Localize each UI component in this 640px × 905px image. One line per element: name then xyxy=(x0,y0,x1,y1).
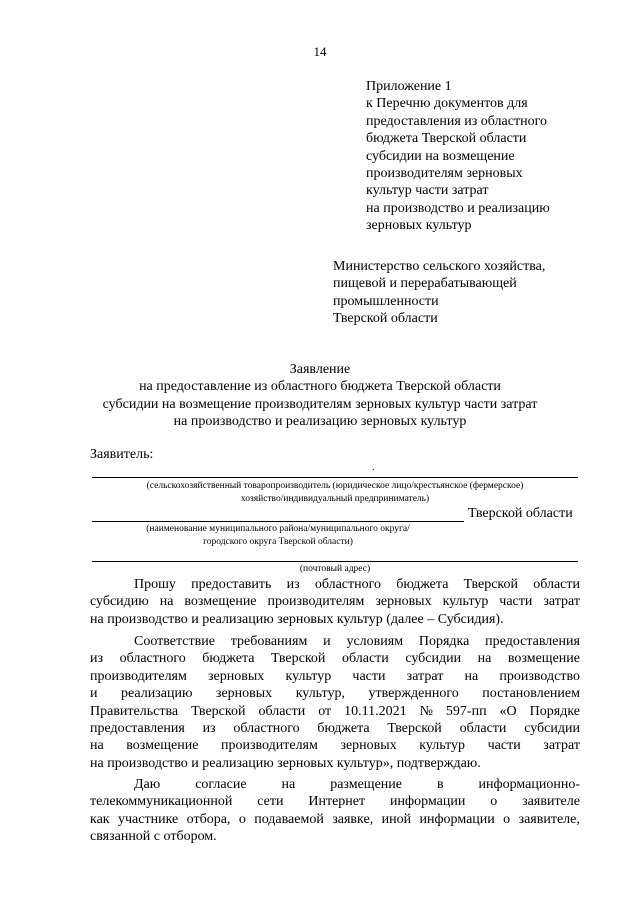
word: затрат xyxy=(543,738,580,754)
word: предоставить xyxy=(191,577,272,592)
applicant-label: Заявитель: xyxy=(90,447,154,462)
justified-line xyxy=(90,793,580,810)
word: производителям xyxy=(90,668,187,684)
word: Даю xyxy=(134,777,161,792)
justified-line xyxy=(90,720,580,737)
title-line: на предоставление из областного бюджета Тверской области xyxy=(139,379,501,395)
word: условиям xyxy=(346,634,404,649)
word: культур xyxy=(419,738,466,754)
word: подаваемой xyxy=(254,811,324,827)
word: бюджета xyxy=(396,577,449,592)
caption-line: хозяйство/индивидуальный предприниматель) xyxy=(240,494,430,504)
word: 597-пп xyxy=(445,703,487,719)
word: предоставления xyxy=(485,634,580,649)
paragraph-consent xyxy=(90,776,580,846)
word: согласие xyxy=(195,777,247,792)
municipal-fill-line[interactable] xyxy=(92,521,464,522)
word: части xyxy=(487,738,521,754)
justified-line xyxy=(90,593,580,610)
appendix-line: предоставления из областного xyxy=(366,113,547,129)
addressee-line: пищевой и перерабатывающей xyxy=(333,276,517,292)
word: иной xyxy=(381,811,412,827)
word: предоставления xyxy=(90,721,185,737)
word: 10.11.2021 xyxy=(344,703,407,719)
word: и xyxy=(90,686,98,702)
word: культур xyxy=(285,668,332,684)
word: субсидии xyxy=(524,721,580,737)
word: Тверской xyxy=(387,721,442,737)
word: Тверской xyxy=(191,703,246,719)
text-line: связанной с отбором. xyxy=(90,829,217,845)
title-line: на производство и реализацию зерновых культур xyxy=(173,414,467,430)
word: и xyxy=(323,634,331,649)
word: на xyxy=(464,668,479,684)
appendix-line: на производство и реализацию xyxy=(366,200,550,216)
word: части xyxy=(352,668,386,684)
stray-dot: . xyxy=(372,462,375,473)
addressee-line: Тверской области xyxy=(333,311,438,327)
word: информации xyxy=(419,811,495,827)
word: из xyxy=(202,721,216,737)
addressee-block xyxy=(333,258,603,328)
word: области xyxy=(459,721,507,737)
municipal-caption xyxy=(92,523,464,549)
text-line: на производство и реализацию зерновых культур», подтверждаю. xyxy=(90,755,481,771)
justified-line xyxy=(90,811,580,828)
caption-line: городского округа Тверской области) xyxy=(203,537,353,547)
document-title xyxy=(0,361,640,431)
word: информационно- xyxy=(478,777,580,792)
word: зерновых xyxy=(208,668,265,684)
word: субсидию xyxy=(90,594,149,610)
word: затрат xyxy=(543,594,580,610)
word: области xyxy=(258,703,306,719)
word: Прошу xyxy=(134,577,176,592)
region-suffix: Тверской области xyxy=(468,506,573,521)
word: на xyxy=(281,777,296,792)
appendix-line: к Перечню документов для xyxy=(366,96,528,112)
justified-line xyxy=(90,776,580,793)
word: Тверской xyxy=(271,651,326,667)
word: Тверской xyxy=(463,577,518,592)
word: от xyxy=(318,703,332,719)
word: о xyxy=(238,811,246,827)
word: из xyxy=(90,651,104,667)
appendix-line: Приложение 1 xyxy=(366,79,452,94)
word: заявителе, xyxy=(518,811,580,827)
word: постановлением xyxy=(482,686,580,702)
justified-line xyxy=(90,633,580,650)
word: областного xyxy=(119,651,186,667)
word: из xyxy=(286,577,300,592)
word: реализацию xyxy=(121,686,193,702)
word: Соответствие xyxy=(134,634,215,649)
justified-line xyxy=(90,737,580,754)
appendix-line: субсидии на возмещение xyxy=(366,148,515,164)
caption-line: (наименование муниципального района/муниципального округа/ xyxy=(146,524,410,534)
word: как xyxy=(90,811,110,827)
word: Порядке xyxy=(529,703,580,719)
appendix-line: производителям зерновых xyxy=(366,166,523,182)
word: утвержденного xyxy=(368,686,459,702)
word: Порядка xyxy=(418,634,470,649)
word: зерновых xyxy=(375,594,432,610)
appendix-line: бюджета Тверской области xyxy=(366,131,527,147)
producer-caption xyxy=(90,480,580,506)
justified-line xyxy=(90,668,580,685)
justified-line xyxy=(90,703,580,720)
justified-line xyxy=(90,576,580,593)
word: производителям xyxy=(267,594,365,610)
word: культур xyxy=(442,594,489,610)
word: возмещение xyxy=(126,738,199,754)
word: Правительства xyxy=(90,703,179,719)
word: на xyxy=(477,651,492,667)
producer-fill-line[interactable] xyxy=(92,477,578,478)
justified-line xyxy=(90,685,580,702)
word: размещение xyxy=(330,777,402,792)
word: Интернет xyxy=(308,794,366,810)
title-line: Заявление xyxy=(289,362,351,377)
appendix-line: зерновых культур xyxy=(366,218,472,234)
address-fill-line[interactable] xyxy=(92,561,578,562)
word: производство xyxy=(499,668,580,684)
word: на xyxy=(159,594,174,610)
word: области xyxy=(533,577,580,592)
text-line: на производство и реализацию зерновых культур (далее – Субсидия). xyxy=(90,611,504,627)
word: заявке, xyxy=(332,811,374,827)
word: части xyxy=(499,594,533,610)
addressee-line: Министерство сельского хозяйства, xyxy=(333,259,546,274)
word: участнике xyxy=(118,811,179,827)
word: возмещение xyxy=(507,651,580,667)
addressee-line: промышленности xyxy=(333,293,439,309)
word: телекоммуникационной xyxy=(90,794,233,810)
paragraph-compliance xyxy=(90,633,580,772)
word: информации xyxy=(390,794,466,810)
page-number: 14 xyxy=(313,44,327,59)
word: № xyxy=(419,703,433,719)
word: бюджета xyxy=(202,651,255,667)
word: возмещение xyxy=(184,594,257,610)
word: областного xyxy=(233,721,300,737)
word: в xyxy=(436,777,444,792)
word: субсидии xyxy=(405,651,462,667)
word: отбора, xyxy=(186,811,231,827)
address-caption: (почтовый адрес) xyxy=(299,564,371,574)
word: о xyxy=(503,811,511,827)
word: производителям xyxy=(221,738,318,754)
title-line: субсидии на возмещение производителям зерновых культур части затрат xyxy=(102,396,538,412)
word: зерновых xyxy=(340,738,397,754)
appendix-block xyxy=(366,78,606,235)
paragraph-request xyxy=(90,576,580,628)
caption-line: (сельскохозяйственный товаропроизводитель (юридическое лицо/крестьянское (фермерское) xyxy=(146,481,524,491)
word: требованиям xyxy=(230,634,308,649)
word: о xyxy=(490,794,498,810)
word: культур, xyxy=(295,686,345,702)
word: сети xyxy=(257,794,284,810)
word: зерновых xyxy=(215,686,273,702)
word: «О xyxy=(499,703,517,719)
word: области xyxy=(341,651,389,667)
justified-line xyxy=(90,650,580,667)
word: областного xyxy=(314,577,382,592)
word: бюджета xyxy=(317,721,370,737)
appendix-line: культур части затрат xyxy=(366,183,489,199)
word: на xyxy=(90,738,104,754)
word: заявителе xyxy=(522,794,580,810)
word: затрат xyxy=(406,668,444,684)
